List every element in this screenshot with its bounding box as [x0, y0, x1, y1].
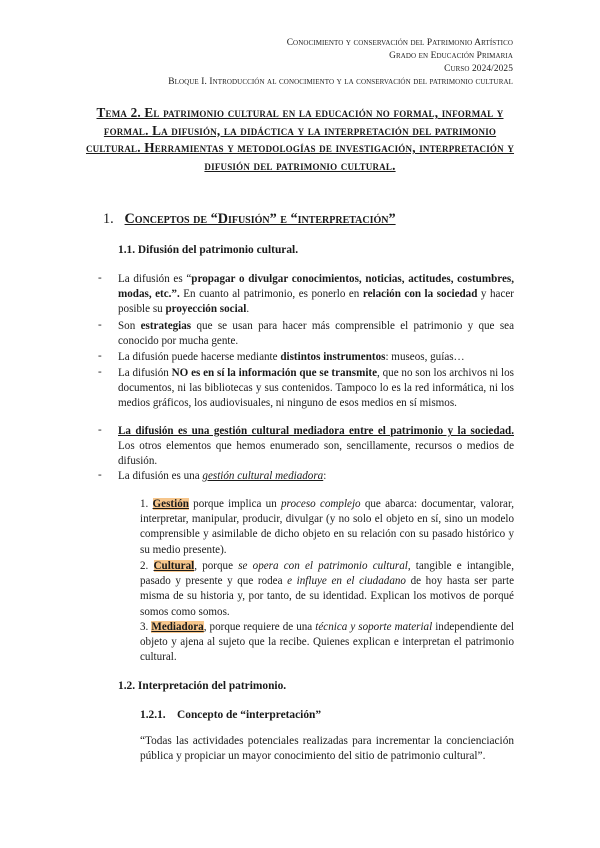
bullet-dash: -	[98, 272, 102, 284]
section-heading	[103, 211, 396, 228]
bullet-dash: -	[98, 350, 102, 362]
list-item: La difusión es una gestión cultural mediadora entre el patrimonio y la sociedad. Los otros elementos que hemos enumerado son, sencillamente, recursos o medios de difusión.	[118, 425, 514, 468]
header-year: Curso 2024/2025	[444, 64, 513, 74]
numbered-item-gestion: 1. Gestión porque implica un proceso complejo que abarca: documentar, valorar, interpretar, manipular, producir, divulgar (y no solo el objeto en sí, sino un modelo comprensible y asimilable de dicho objeto en su relación con su pasado histórico y su medio presente).	[140, 498, 514, 556]
section-title: Conceptos de “Difusión” e “interpretación”	[124, 211, 396, 227]
bullet-dash: -	[98, 424, 102, 436]
list-item: La difusión puede hacerse mediante distintos instrumentos: museos, guías…	[118, 351, 465, 363]
bullet-dash: -	[98, 366, 102, 378]
numbered-item-mediadora: 3. Mediadora, porque requiere de una técnica y soporte material independiente del objeto y ajena al sujeto que la recibe. Quienes explican e interpretan el patrimonio cultural.	[140, 621, 514, 664]
numbered-item-cultural: 2. Cultural, porque se opera con el patrimonio cultural, tangible e intangible, pasado y presente y que rodea e influye en el ciudadano de hoy hasta ser parte misma de su historia y, por tanto, de su identidad. Explican los motivos de porqué somos como somos.	[140, 560, 515, 618]
bullet-dash: -	[98, 319, 102, 331]
header-block: Bloque I. Introducción al conocimiento y la conservación del patrimonio cultural	[168, 77, 513, 87]
list-item: La difusión NO es en sí la información que se transmite, que no son los archivos ni los documentos, ni las bibliotecas y sus contenidos. Tampoco lo es la red informática, ni los medios gráficos, los audiovisuales, ni ninguno de esos medios en sí mismos.	[118, 367, 514, 410]
subsection-heading-1-1: 1.1. Difusión del patrimonio cultural.	[118, 244, 299, 256]
page-title: Tema 2. El patrimonio cultural en la educación no formal, informal y formal. La difusión, la didáctica y la interpretación del patrimonio cultural. Herramientas y metodologías de investigación, interpretación y difusión del patrimonio cultural.	[85, 105, 515, 173]
list-item: La difusión es “propagar o divulgar conocimientos, noticias, actitudes, costumbres, modas, etc.”. En cuanto al patrimonio, es ponerlo en relación con la sociedad y hacer posible su proyección social.	[118, 273, 514, 316]
header-course-title: Conocimiento y conservación del Patrimonio Artístico	[286, 38, 513, 48]
subsection-heading-1-2-1: 1.2.1. Concepto de “interpretación”	[140, 709, 322, 721]
section-number: 1.	[103, 211, 114, 227]
bullet-dash: -	[98, 469, 102, 481]
subsection-heading-1-2: 1.2. Interpretación del patrimonio.	[118, 680, 287, 692]
header-degree: Grado en Educación Primaria	[389, 51, 513, 61]
list-item: Son estrategias que se usan para hacer más comprensible el patrimonio y que sea conocido por mucha gente.	[118, 320, 514, 348]
list-item: La difusión es una gestión cultural mediadora:	[118, 470, 327, 482]
definition-quote: “Todas las actividades potenciales realizadas para incrementar la concienciación pública y propiciar un mayor conocimiento del sitio de patrimonio cultural”.	[140, 735, 514, 763]
